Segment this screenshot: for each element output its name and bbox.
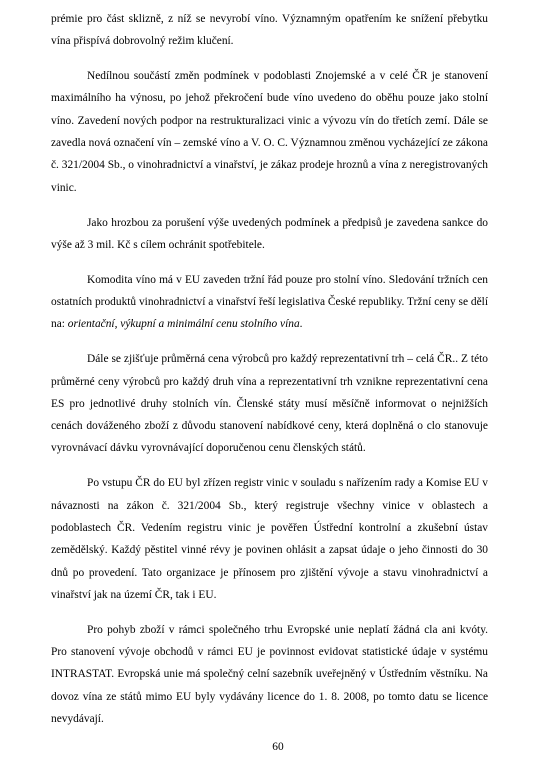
paragraph-4-end: . [299,318,303,331]
price-types-emphasis: orientační, výkupní a minimální cenu stolního vína [67,318,300,331]
page-number: 60 [272,741,284,753]
paragraph-6: Po vstupu ČR do EU byl zřízen registr vinic v souladu s nařízením rady a Komise EU v návaznosti na zákon č. 321/2004 Sb., který registruje všechny vinice v oblastech a podoblastech ČR. Vedením registru vinic je pověřen Ústřední kontrolní a zkušební ústav zemědělský. Každý pěstitel vinné révy je povinen ohlásit a zapsat údaje o jeho činnosti do 30 dnů po provedení. Tato organizace je přínosem pro zjištění vývoje a stavu vinohradnictví a vinařství jak na území ČR, tak i EU. [51,477,488,601]
paragraph-5: Dále se zjišťuje průměrná cena výrobců pro každý reprezentativní trh – celá ČR.. Z této průměrné ceny výrobců pro každý druh vína a reprezentativní trh vznikne reprezentativní cena ES pro jednotlivé druhy stolních vín. Členské státy musí měsíčně informovat o nejnižších cenách dováženého zboží z důvodu stanovení nabídkové ceny, která doplněná o clo stanovuje vyrovnávací dávku vyrovnávající doporučenou cenu členských států. [51,353,488,455]
paragraph-1: prémie pro část sklizně, z níž se nevyrobí víno. Významným opatřením ke snížení přebytku vína přispívá dobrovolný režim klučení. [51,13,488,48]
body-text [51,8,488,743]
paragraph-4 [51,269,488,336]
paragraph-4-text: Komodita víno má v EU zaveden tržní řád pouze pro stolní víno. Sledování tržních cen ostatních produktů vinohradnictví a vinařství řeší legislativa České republiky. Tržní ceny se dělí na: [51,273,488,331]
paragraph-3: Jako hrozbou za porušení výše uvedených podmínek a předpisů je zavedena sankce do výše až 3 mil. Kč s cílem ochránit spotřebitele. [51,216,488,251]
paragraph-7: Pro pohyb zboží v rámci společného trhu Evropské unie neplatí žádná cla ani kvóty. Pro stanovení vývoje obchodů v rámci EU je povinnost evidovat statistické údaje v systému INTRASTAT. Evropská unie má společný celní sazebník uveřejněný v Ústředním věstníku. Na dovoz vína ze států mimo EU byly vydávány licence do 1. 8. 2008, po tomto datu se licence nevydávají. [51,623,488,725]
paragraph-2: Nedílnou součástí změn podmínek v podoblasti Znojemské a v celé ČR je stanovení maximálního ha výnosu, po jehož překročení bude víno uvedeno do oběhu pouze jako stolní víno. Zavedení nových podpor na restrukturalizaci vinic a vývozu vín do třetích zemí. Dále se zavedla nová označení vín – zemské víno a V. O. C. Významnou změnou vycházející ze zákona č. 321/2004 Sb., o vinohradnictví a vinařství, je zákaz prodeje hroznů a vína z neregistrovaných vinic. [51,70,488,194]
